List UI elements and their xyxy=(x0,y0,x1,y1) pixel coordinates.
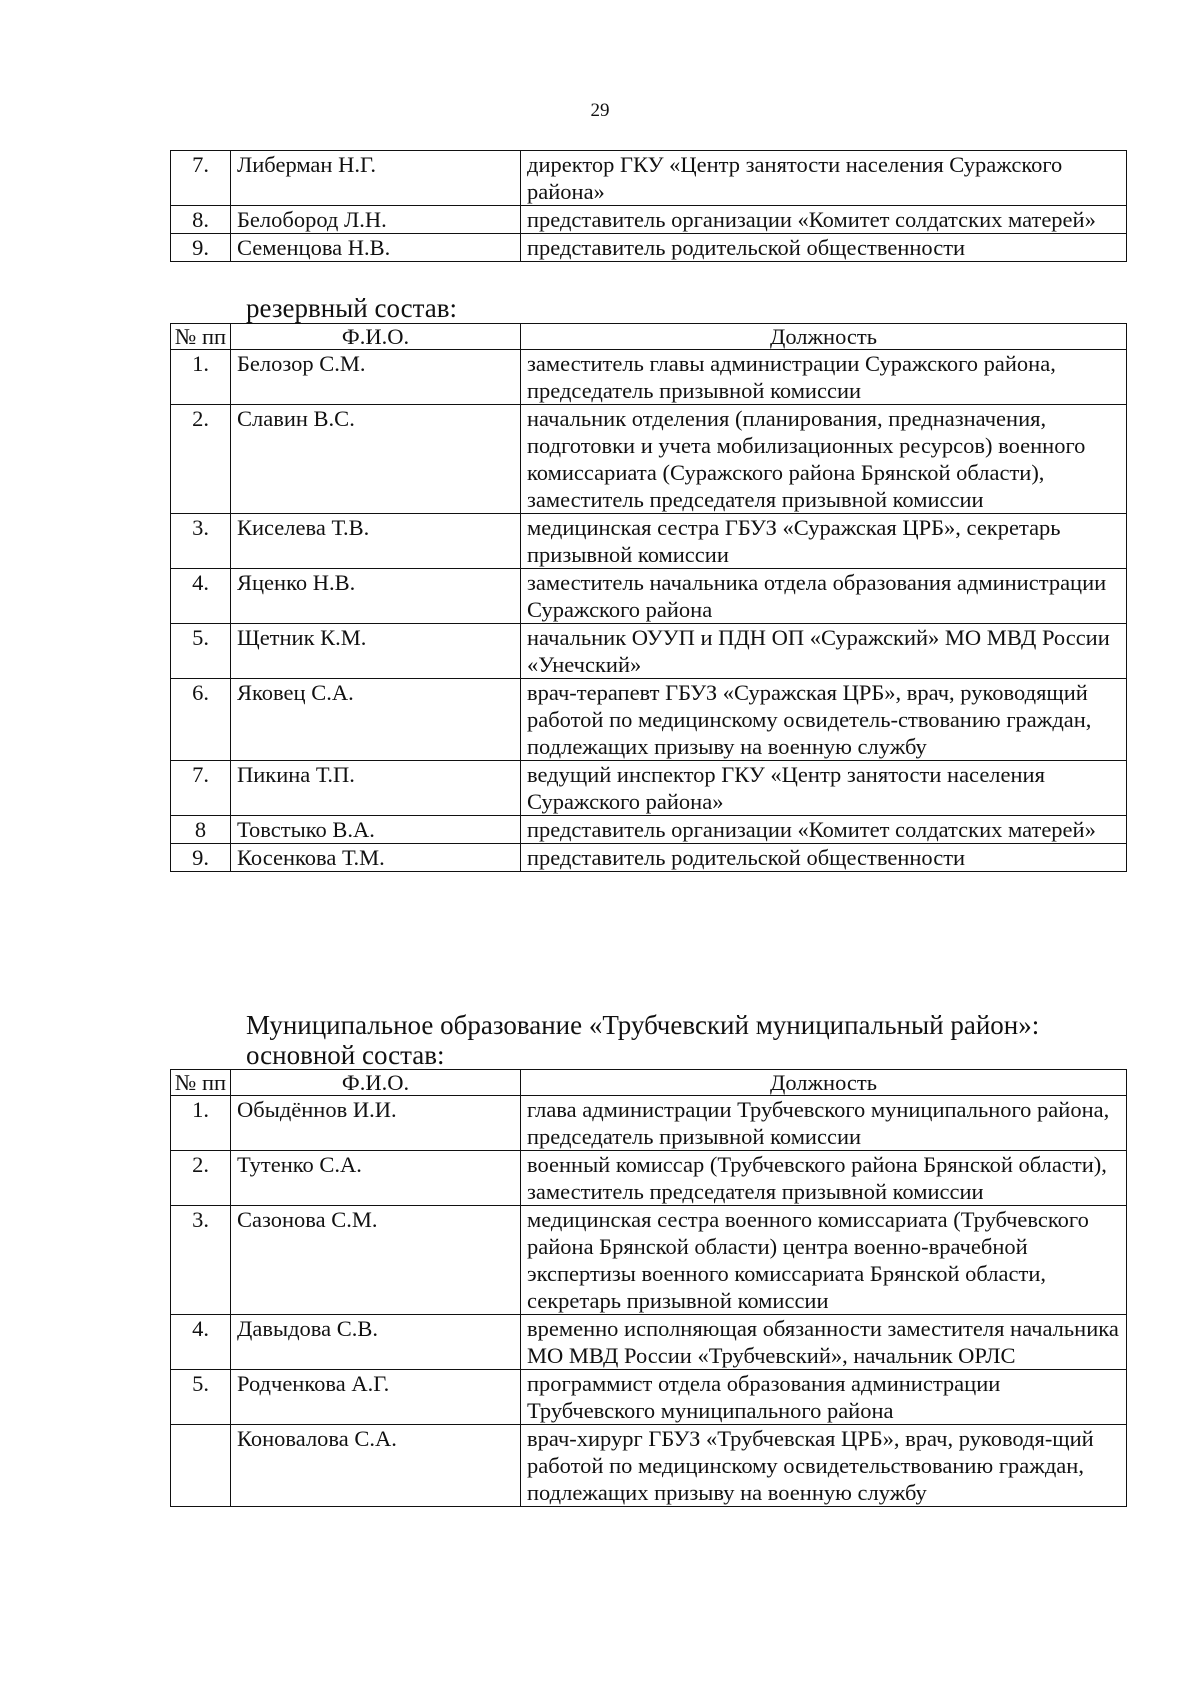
row-position: врач-терапевт ГБУЗ «Суражская ЦРБ», врач, руководящий работой по медицинскому освидетель-ствованию граждан, подлежащих призыву на военную службу xyxy=(521,679,1127,761)
page-number: 29 xyxy=(590,100,610,121)
row-full-name: Яковец С.А. xyxy=(231,679,521,761)
reserve-heading: резервный состав: xyxy=(246,293,458,323)
row-position: программист отдела образования администрации Трубчевского муниципального района xyxy=(521,1370,1127,1425)
table-row xyxy=(171,405,1127,514)
header-position: Должность xyxy=(521,1070,1127,1096)
row-number xyxy=(171,1425,231,1507)
table-row xyxy=(171,206,1127,234)
row-full-name: Сазонова С.М. xyxy=(231,1206,521,1315)
table-header-row xyxy=(171,1070,1127,1096)
row-position: ведущий инспектор ГКУ «Центр занятости населения Суражского района» xyxy=(521,761,1127,816)
municipality-heading: Муниципальное образование «Трубчевский муниципальный район»: xyxy=(246,1010,1040,1040)
row-position: директор ГКУ «Центр занятости населения Суражского района» xyxy=(521,151,1127,206)
table-row xyxy=(171,761,1127,816)
row-position: медицинская сестра ГБУЗ «Суражская ЦРБ», секретарь призывной комиссии xyxy=(521,514,1127,569)
row-full-name: Косенкова Т.М. xyxy=(231,844,521,872)
header-num: № пп xyxy=(171,1070,231,1096)
table-row xyxy=(171,234,1127,262)
row-full-name: Яценко Н.В. xyxy=(231,569,521,624)
row-full-name: Тутенко С.А. xyxy=(231,1151,521,1206)
row-full-name: Славин В.С. xyxy=(231,405,521,514)
table-row xyxy=(171,1206,1127,1315)
row-full-name: Либерман Н.Г. xyxy=(231,151,521,206)
row-position: глава администрации Трубчевского муниципального района, председатель призывной комиссии xyxy=(521,1096,1127,1151)
row-number: 1. xyxy=(171,350,231,405)
header-position: Должность xyxy=(521,324,1127,350)
row-number: 9. xyxy=(171,234,231,262)
row-number: 9. xyxy=(171,844,231,872)
row-position: представитель организации «Комитет солдатских матерей» xyxy=(521,816,1127,844)
table-row xyxy=(171,816,1127,844)
table-row xyxy=(171,1370,1127,1425)
row-number: 3. xyxy=(171,514,231,569)
table-row xyxy=(171,1425,1127,1507)
main-composition-heading: основной состав: xyxy=(246,1040,445,1070)
table-row xyxy=(171,569,1127,624)
row-full-name: Белобород Л.Н. xyxy=(231,206,521,234)
row-number: 5. xyxy=(171,1370,231,1425)
table-row xyxy=(171,1096,1127,1151)
row-number: 4. xyxy=(171,1315,231,1370)
header-name: Ф.И.О. xyxy=(231,1070,521,1096)
row-position: временно исполняющая обязанности заместителя начальника МО МВД России «Трубчевский», начальник ОРЛС xyxy=(521,1315,1127,1370)
row-full-name: Щетник К.М. xyxy=(231,624,521,679)
table-row xyxy=(171,1151,1127,1206)
row-full-name: Коновалова С.А. xyxy=(231,1425,521,1507)
header-num: № пп xyxy=(171,324,231,350)
row-number: 4. xyxy=(171,569,231,624)
row-number: 2. xyxy=(171,1151,231,1206)
row-full-name: Товстыко В.А. xyxy=(231,816,521,844)
row-number: 6. xyxy=(171,679,231,761)
row-position: представитель родительской общественности xyxy=(521,844,1127,872)
reserve-members-table xyxy=(170,323,1127,872)
table-row xyxy=(171,1315,1127,1370)
row-full-name: Белозор С.М. xyxy=(231,350,521,405)
row-full-name: Пикина Т.П. xyxy=(231,761,521,816)
row-position: представитель организации «Комитет солдатских матерей» xyxy=(521,206,1127,234)
row-number: 1. xyxy=(171,1096,231,1151)
row-position: заместитель главы администрации Суражского района, председатель призывной комиссии xyxy=(521,350,1127,405)
row-full-name: Давыдова С.В. xyxy=(231,1315,521,1370)
row-position: представитель родительской общественности xyxy=(521,234,1127,262)
table-header-row xyxy=(171,324,1127,350)
table-row xyxy=(171,679,1127,761)
row-number: 5. xyxy=(171,624,231,679)
row-number: 8. xyxy=(171,206,231,234)
row-number: 3. xyxy=(171,1206,231,1315)
table-row xyxy=(171,514,1127,569)
row-full-name: Семенцова Н.В. xyxy=(231,234,521,262)
row-position: заместитель начальника отдела образования администрации Суражского района xyxy=(521,569,1127,624)
row-number: 2. xyxy=(171,405,231,514)
main-members-table xyxy=(170,1069,1127,1507)
header-name: Ф.И.О. xyxy=(231,324,521,350)
row-position: врач-хирург ГБУЗ «Трубчевская ЦРБ», врач, руководя-щий работой по медицинскому освидетельствованию граждан, подлежащих призыву на военную службу xyxy=(521,1425,1127,1507)
row-full-name: Киселева Т.В. xyxy=(231,514,521,569)
row-number: 7. xyxy=(171,151,231,206)
table-row xyxy=(171,844,1127,872)
members-table-continued xyxy=(170,150,1127,262)
table-row xyxy=(171,350,1127,405)
row-position: начальник ОУУП и ПДН ОП «Суражский» МО МВД России «Унечский» xyxy=(521,624,1127,679)
table-row xyxy=(171,624,1127,679)
row-position: медицинская сестра военного комиссариата (Трубчевского района Брянской области) центра военно-врачебной экспертизы военного комиссариата Брянской области, секретарь призывной комиссии xyxy=(521,1206,1127,1315)
row-full-name: Обыдённов И.И. xyxy=(231,1096,521,1151)
row-number: 7. xyxy=(171,761,231,816)
table-row xyxy=(171,151,1127,206)
row-full-name: Родченкова А.Г. xyxy=(231,1370,521,1425)
row-position: военный комиссар (Трубчевского района Брянской области), заместитель председателя призывной комиссии xyxy=(521,1151,1127,1206)
row-number: 8 xyxy=(171,816,231,844)
row-position: начальник отделения (планирования, предназначения, подготовки и учета мобилизационных ресурсов) военного комиссариата (Суражского района Брянской области), заместитель председателя призывной комиссии xyxy=(521,405,1127,514)
